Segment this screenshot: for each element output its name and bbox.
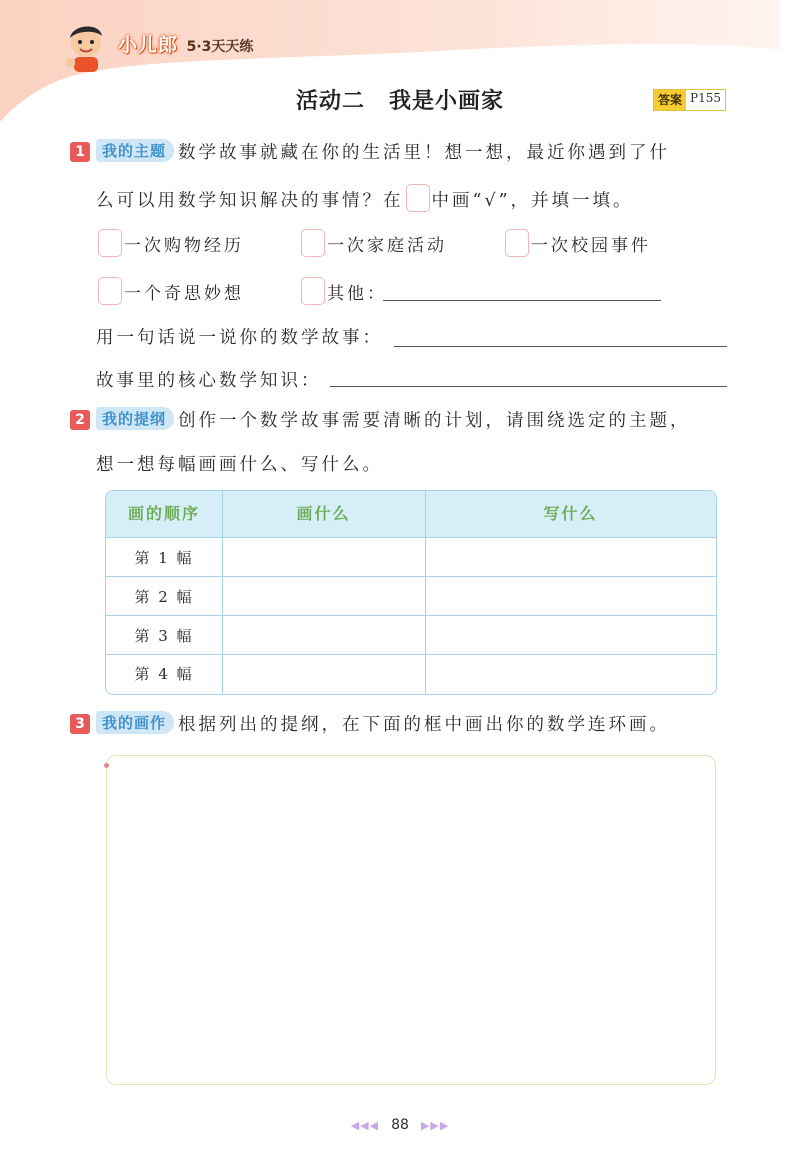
q3-tag: 我的画作	[96, 711, 174, 734]
q2-tag: 我的提纲	[96, 407, 174, 430]
option-other[interactable]	[299, 277, 387, 305]
q1-line2	[96, 184, 634, 212]
q1-text1: 数学故事就藏在你的生活里！想一想，最近你遇到了什	[178, 143, 671, 163]
option-idea[interactable]	[96, 277, 244, 305]
row-label-4: 第 4 幅	[134, 665, 194, 683]
row-label-2: 第 2 幅	[134, 588, 194, 606]
header-order: 画的顺序	[127, 504, 200, 523]
option-label: 其他：	[327, 284, 387, 304]
q1-line1	[70, 139, 670, 164]
story-answer-line[interactable]	[394, 346, 727, 347]
q1-text2b: 中画“√”，并填一填。	[431, 191, 634, 211]
q2-line2: 想一想每幅画画什么、写什么。	[96, 455, 383, 475]
option-checkbox[interactable]	[505, 229, 529, 257]
outline-table	[105, 490, 717, 695]
other-answer-line[interactable]	[383, 300, 661, 301]
q3-line1	[70, 711, 670, 736]
row-divider	[106, 576, 716, 577]
corner-dot	[104, 763, 109, 768]
row-divider	[106, 615, 716, 616]
row-divider	[106, 537, 716, 538]
option-label: 一次家庭活动	[327, 236, 447, 256]
brand-subtitle: 5·3天天练	[186, 39, 254, 55]
q3-text1: 根据列出的提纲，在下面的框中画出你的数学连环画。	[178, 715, 671, 735]
q2-text1: 创作一个数学故事需要清晰的计划，请围绕选定的主题，	[178, 411, 691, 431]
answer-reference	[653, 89, 726, 111]
option-checkbox[interactable]	[301, 229, 325, 257]
answer-page: P155	[686, 90, 725, 110]
option-family[interactable]	[299, 229, 447, 257]
checkbox-sample	[406, 184, 430, 212]
option-label: 一次校园事件	[531, 236, 651, 256]
knowledge-answer-line[interactable]	[330, 386, 727, 387]
title-name: 我是小画家	[389, 89, 505, 114]
title-activity: 活动二	[295, 89, 365, 114]
column-divider	[222, 491, 223, 694]
brand	[118, 30, 253, 57]
q1-tag: 我的主题	[96, 139, 174, 162]
left-arrows-icon: ◀◀◀	[350, 1119, 380, 1132]
drawing-area[interactable]	[106, 755, 716, 1085]
right-arrows-icon: ▶▶▶	[420, 1119, 450, 1132]
q3-number: 3	[70, 714, 90, 734]
q2-number: 2	[70, 410, 90, 430]
row-divider	[106, 654, 716, 655]
q2-line1	[70, 407, 691, 432]
row-label-1: 第 1 幅	[134, 549, 194, 567]
header-write: 写什么	[543, 504, 598, 523]
mascot-logo	[62, 20, 110, 74]
option-checkbox[interactable]	[98, 277, 122, 305]
answer-label: 答案	[654, 90, 686, 110]
page-footer	[0, 1117, 800, 1133]
story-prompt: 用一句话说一说你的数学故事：	[96, 328, 383, 348]
option-label: 一个奇思妙想	[124, 284, 244, 304]
q1-text2a: 么可以用数学知识解决的事情？在	[96, 191, 404, 211]
brand-name: 小儿郎	[118, 34, 179, 56]
option-checkbox[interactable]	[98, 229, 122, 257]
option-school[interactable]	[503, 229, 651, 257]
header-draw: 画什么	[296, 504, 351, 523]
row-label-3: 第 3 幅	[134, 627, 194, 645]
column-divider	[425, 491, 426, 694]
page-number: 88	[391, 1117, 409, 1133]
q1-number: 1	[70, 142, 90, 162]
option-shopping[interactable]	[96, 229, 244, 257]
option-label: 一次购物经历	[124, 236, 244, 256]
option-checkbox[interactable]	[301, 277, 325, 305]
knowledge-prompt: 故事里的核心数学知识：	[96, 371, 322, 391]
